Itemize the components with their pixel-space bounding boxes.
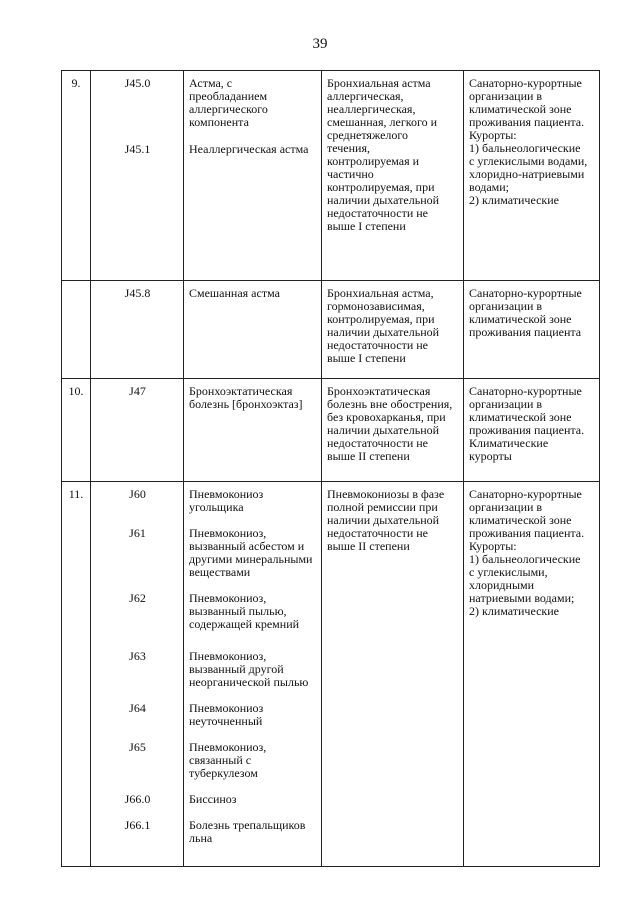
- disease-name: Астма, с преобладанием аллергического компонента: [189, 76, 268, 129]
- disease-name: Пневмокониоз, вызванный асбестом и другими минеральными веществами: [189, 526, 313, 579]
- disease-name: Смешанная астма: [189, 286, 280, 300]
- icd-code: J61: [129, 526, 146, 540]
- icd-code: J66.1: [124, 818, 151, 832]
- table-row: [62, 71, 600, 281]
- icd-code: J45.8: [124, 286, 151, 300]
- disease-name: Бронхоэктатическая болезнь [бронхоэктаз]: [189, 384, 303, 411]
- disease-name: Неаллергическая астма: [189, 142, 309, 156]
- icd-code: J62: [129, 591, 146, 605]
- row-number: 11.: [62, 482, 91, 867]
- disease-name: Биссиноз: [189, 792, 237, 806]
- table-row: [62, 482, 600, 867]
- disease-name-cell: [184, 71, 322, 281]
- icd-code-cell: [91, 71, 184, 281]
- condition-cell: Бронхиальная астма аллергическая, неаллергическая, смешанная, легкого и среднетяжелого течения, контролируемая и частично контролируемая, при наличии дыхательной недостаточности не выше I степени: [322, 71, 464, 281]
- icd-code: J66.0: [124, 792, 151, 806]
- condition-cell: Бронхиальная астма, гормонозависимая, контролируемая, при наличии дыхательной недостаточности не выше I степени: [322, 281, 464, 379]
- row-number: 9.: [62, 71, 91, 281]
- icd-code: J47: [129, 384, 146, 398]
- table: [61, 70, 600, 867]
- icd-code: J63: [129, 649, 146, 663]
- icd-code-cell: [91, 281, 184, 379]
- condition-cell: Пневмокониозы в фазе полной ремиссии при наличии дыхательной недостаточности не выше II степени: [322, 482, 464, 867]
- resort-cell: Санаторно-курортные организации в климатической зоне проживания пациента. Климатические курорты: [464, 379, 600, 482]
- icd-code: J65: [129, 740, 146, 754]
- page-number: 39: [312, 36, 328, 52]
- row-number: 10.: [62, 379, 91, 482]
- condition-cell: Бронхоэктатическая болезнь вне обострения, без кровохарканья, при наличии дыхательной недостаточности не выше II степени: [322, 379, 464, 482]
- resort-cell: Санаторно-курортные организации в климатической зоне проживания пациента. Курорты: 1) бальнеологические с углекислыми водами, хлоридно-натриевыми водами; 2) климатические: [464, 71, 600, 281]
- icd-code: J64: [129, 701, 146, 715]
- disease-name-cell: [184, 482, 322, 867]
- disease-name: Пневмокониоз неуточненный: [189, 701, 264, 728]
- disease-name: Пневмокониоз, вызванный другой неорганической пылью: [189, 649, 309, 689]
- disease-resort-table: [61, 70, 599, 867]
- disease-name: Пневмокониоз угольщика: [189, 487, 264, 514]
- disease-name-cell: [184, 379, 322, 482]
- icd-code: J45.1: [124, 142, 151, 156]
- resort-cell: Санаторно-курортные организации в климатической зоне проживания пациента. Курорты: 1) бальнеологические с углекислыми, хлоридными натриевыми водами; 2) климатические: [464, 482, 600, 867]
- table-row: [62, 281, 600, 379]
- row-number: [62, 281, 91, 379]
- table-row: [62, 379, 600, 482]
- icd-code: J45.0: [124, 76, 151, 90]
- disease-name-cell: [184, 281, 322, 379]
- icd-code-cell: [91, 482, 184, 867]
- disease-name: Болезнь трепальщиков льна: [189, 818, 306, 845]
- disease-name: Пневмокониоз, вызванный пылью, содержащей кремний: [189, 591, 300, 631]
- disease-name: Пневмокониоз, связанный с туберкулезом: [189, 740, 267, 780]
- icd-code-cell: [91, 379, 184, 482]
- resort-cell: Санаторно-курортные организации в климатической зоне проживания пациента: [464, 281, 600, 379]
- icd-code: J60: [129, 487, 146, 501]
